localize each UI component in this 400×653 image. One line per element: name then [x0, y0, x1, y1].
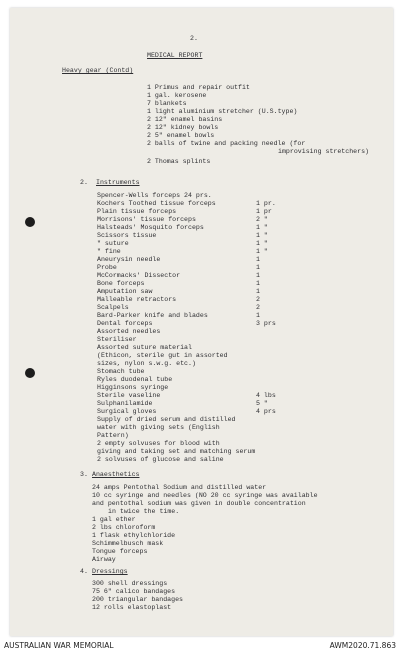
- instrument-name: McCormacks' Dissector: [97, 272, 181, 279]
- instrument-quantity: 1: [256, 272, 260, 279]
- instrument-quantity: 1 ": [256, 232, 268, 239]
- instrument-quantity: 1 pr: [256, 208, 272, 215]
- instrument-quantity: 2 ": [256, 216, 268, 223]
- instrument-name: Plain tissue forceps: [97, 208, 177, 215]
- anaesthetic-item: 10 cc syringe and needles (NO 20 cc syringe was available: [92, 492, 318, 499]
- instrument-name: " suture: [97, 240, 129, 247]
- document-page: [10, 8, 393, 636]
- instrument-name: Malleable retractors: [97, 296, 177, 303]
- instrument-name: Halsteads' Mosquito forceps: [97, 224, 204, 231]
- instrument-name: Ryles duodenal tube: [97, 376, 173, 383]
- anaesthetic-item: and pentothal sodium was given in double concentration: [92, 500, 306, 507]
- anaesthetic-item: Schimmelbusch mask: [92, 540, 164, 547]
- instrument-name: 2 solvuses of glucose and saline: [97, 456, 224, 463]
- binder-hole: [25, 368, 35, 378]
- dressing-item: 200 triangular bandages: [92, 596, 184, 603]
- instrument-quantity: 4 lbs: [256, 392, 276, 399]
- instrument-name: Sterile vaseline: [97, 392, 161, 399]
- instrument-quantity: 2: [256, 296, 260, 303]
- anaesthetic-item: 2 lbs chloroform: [92, 524, 156, 531]
- anaesthetic-item: Tongue forceps: [92, 548, 148, 555]
- instrument-name: Pattern): [97, 432, 129, 439]
- dressing-item: 300 shell dressings: [92, 580, 168, 587]
- anaesthetic-item: 1 gal ether: [92, 516, 136, 523]
- section-heading-anaesthetics: Anaesthetics: [92, 471, 140, 478]
- instrument-quantity: 1 ": [256, 224, 268, 231]
- instrument-quantity: 1 ": [256, 248, 268, 255]
- instrument-name: Scissors tissue: [97, 232, 157, 239]
- instrument-name: Amputation saw: [97, 288, 153, 295]
- dressing-item: 75 6" calico bandages: [92, 588, 176, 595]
- heavy-gear-item: 1 gal. kerosene: [147, 92, 207, 99]
- instrument-name: 2 empty solvuses for blood with: [97, 440, 220, 447]
- instrument-quantity: 1: [256, 288, 260, 295]
- report-title: MEDICAL REPORT: [147, 52, 203, 59]
- instrument-name: Supply of dried serum and distilled: [97, 416, 236, 423]
- heavy-gear-item: 2 Thomas splints: [147, 158, 211, 165]
- instrument-name: " fine: [97, 248, 121, 255]
- instrument-name: Probe: [97, 264, 117, 271]
- instrument-name: Kochers Toothed tissue forceps: [97, 200, 216, 207]
- heavy-gear-item: improvising stretchers): [278, 148, 370, 155]
- instrument-quantity: 1: [256, 280, 260, 287]
- instrument-name: Assorted needles: [97, 328, 161, 335]
- heavy-gear-item: 2 balls of twine and packing needle (for: [147, 140, 306, 147]
- section-number-dressings: 4.: [80, 568, 88, 575]
- instrument-name: water with giving sets (English: [97, 424, 220, 431]
- anaesthetic-item: in twice the time.: [108, 508, 180, 515]
- instrument-name: Bard-Parker knife and blades: [97, 312, 208, 319]
- binder-hole: [25, 217, 35, 227]
- section-heading-instruments: Instruments: [96, 179, 140, 186]
- instrument-quantity: 1: [256, 256, 260, 263]
- section-heading-dressings: Dressings: [92, 568, 128, 575]
- instrument-quantity: 1: [256, 264, 260, 271]
- instrument-quantity: 1 ": [256, 240, 268, 247]
- instrument-name: Scalpels: [97, 304, 129, 311]
- instrument-name: Surgical gloves: [97, 408, 157, 415]
- instrument-name: Steriliser: [97, 336, 137, 343]
- anaesthetic-item: Airway: [92, 556, 116, 563]
- heavy-gear-item: 2 12" enamel basins: [147, 116, 223, 123]
- heavy-gear-item: 1 light aluminium stretcher (U.S.type): [147, 108, 298, 115]
- instrument-name: giving and taking set and matching serum: [97, 448, 256, 455]
- section-number-anaesthetics: 3.: [80, 471, 88, 478]
- heavy-gear-item: 2 5" enamel bowls: [147, 132, 215, 139]
- instrument-name: sizes, nylon s.w.g. etc.): [97, 360, 196, 367]
- heavy-gear-item: 1 Primus and repair outfit: [147, 84, 250, 91]
- heavy-gear-item: 2 12" kidney bowls: [147, 124, 219, 131]
- instrument-quantity: 1 pr.: [256, 200, 276, 207]
- instrument-name: Spencer-Wells forceps 24 prs.: [97, 192, 212, 199]
- instrument-name: Higginsons syringe: [97, 384, 169, 391]
- instrument-quantity: 4 prs: [256, 408, 276, 415]
- anaesthetic-item: 24 amps Pentothal Sodium and distilled water: [92, 484, 267, 491]
- archive-footer: [0, 638, 400, 653]
- instrument-name: Bone forceps: [97, 280, 145, 287]
- instrument-name: Morrisons' tissue forceps: [97, 216, 196, 223]
- instrument-name: (Ethicon, sterile gut in assorted: [97, 352, 228, 359]
- section-number-instruments: 2.: [80, 179, 88, 186]
- section-heading-heavy-gear: Heavy gear (Contd): [62, 67, 134, 74]
- footer-reference: AWM2020.71.863: [329, 641, 396, 650]
- instrument-name: Sulphanilamide: [97, 400, 153, 407]
- instrument-name: Stomach tube: [97, 368, 145, 375]
- instrument-quantity: 3 prs: [256, 320, 276, 327]
- instrument-quantity: 1: [256, 312, 260, 319]
- instrument-name: Assorted suture material: [97, 344, 192, 351]
- footer-institution: AUSTRALIAN WAR MEMORIAL: [4, 641, 114, 650]
- dressing-item: 12 rolls elastoplast: [92, 604, 172, 611]
- instrument-name: Aneurysin needle: [97, 256, 161, 263]
- heavy-gear-item: 7 blankets: [147, 100, 187, 107]
- instrument-name: Dental forceps: [97, 320, 153, 327]
- page-number: 2.: [190, 35, 198, 42]
- instrument-quantity: 2: [256, 304, 260, 311]
- anaesthetic-item: 1 flask ethylchloride: [92, 532, 176, 539]
- instrument-quantity: 5 ": [256, 400, 268, 407]
